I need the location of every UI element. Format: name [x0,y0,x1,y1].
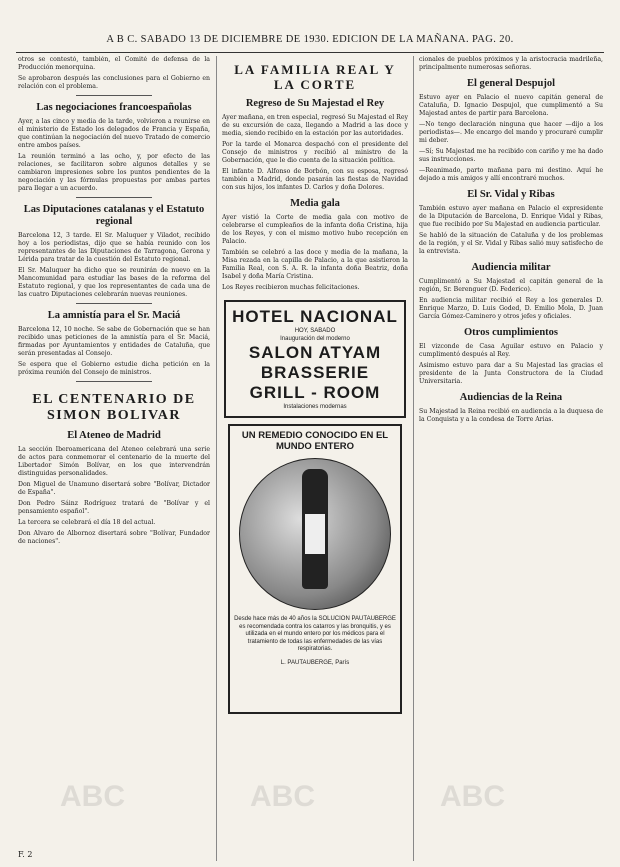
paragraph: Los Reyes recibieron muchas felicitaciones. [222,284,360,291]
paragraph: El vizconde de Casa Aguilar estuvo en Palacio y cumplimentó después al Rey. [419,343,603,358]
paragraph: Por la tarde el Monarca despachó con el presidente del Consejo de ministros y recibió al ministro de la Gobernación, que le dio cuenta de la situación política. [222,141,408,164]
column-center [222,56,408,861]
ad-text: Inauguración del moderno [280,336,350,342]
headline: Las negociaciones francoespañolas [36,102,192,113]
paragraph: La sección Iberoamericana del Ateneo celebrará una serie de actos para conmemorar el centenario de la muerte del Libertador Simón Bolívar, en los que intervendrán distinguidas personalidades. [18,446,210,477]
paragraph: Ayer mañana, en tren especial, regresó Su Majestad el Rey de su excursión de caza, llegando a Madrid a las doce y media, siendo recibido en la estación por las autoridades. [222,114,408,137]
headline: La amnistía para el Sr. Maciá [47,310,181,321]
headline: El Sr. Vidal y Ribas [467,189,555,200]
paragraph: Se espera que el Gobierno estudie dicha petición en la próxima reunión del Consejo de ministros. [18,361,210,376]
watermark: ABC [250,780,315,813]
paragraph: Su Majestad la Reina recibió en audiencia a la duquesa de la Conquista y a la condesa de Torre Arias. [419,408,603,423]
section-separator [76,303,153,304]
paragraph: Estuvo ayer en Palacio el nuevo capitán general de Cataluña, D. Ignacio Despujol, que cumplimentó a Su Majestad antes de partir para Barcelona. [419,94,603,117]
paragraph: En audiencia militar recibió el Rey a los generales D. Enrique Marzo, D. Luis Goded, D. Emilio Mola, D. Juan García Gómez-Caminero y otros jefes y oficiales. [419,297,603,320]
headline: Otros cumplimientos [463,327,558,338]
paragraph: La reunión terminó a las ocho, y, por efecto de las relaciones, se facilitaron sobre algunos detalles y se cambiaron impresiones sobre los puntos pendientes de la negociación y las fórmulas propuestas por ambas partes para llegar a un acuerdo. [18,153,210,192]
paragraph: Cumplimentó a Su Majestad el capitán general de la región, Sr. Berenguer (D. Federico). [419,278,603,293]
paragraph: —Sí; Su Majestad me ha recibido con cariño y me ha dado sus instrucciones. [419,148,603,163]
headline: Las Diputaciones catalanas y el Estatuto regional [23,204,205,227]
paragraph: Don Alvaro de Albornoz disertará sobre "Bolívar, Fundador de naciones". [18,530,210,545]
paragraph: Barcelona 12, 10 noche. Se sabe de Gobernación que se han recibido unas peticiones de la amnistía para el Sr. Maciá, firmadas por Ayuntamientos y entidades de Cataluña, que serán presentadas al Consejo. [18,326,210,357]
paragraph: La tercera se celebrará el día 18 del actual. [18,519,156,526]
paragraph: —Reanimado, parto mañana para mi destino. Aquí he dejado a mis amigos y allí encontraré muchos. [419,167,603,182]
column-divider [216,56,217,861]
paragraph: cionales de pueblos próximos y la aristocracia madrileña, principalmente numerosas señoras. [419,56,603,71]
headline: Audiencias de la Reina [459,392,563,403]
headline: EL CENTENARIO DE SIMON BOLIVAR [32,392,196,423]
section-separator [76,95,153,96]
globe-illustration [239,458,391,610]
ad-footer: L. PAUTAUBERGE, París [280,659,350,666]
remedy-ad [228,424,402,714]
column-left [18,56,210,861]
paragraph: También se celebró a las doce y media de la mañana, la Misa rezada en la capilla de Palacio, a la que asistieron la Familia Real, con S. A. R. la infanta doña Beatriz, doña Isabel y doña María Cristina. [222,249,408,280]
paragraph: El Sr. Maluquer ha dicho que se reunirán de nuevo en la Mancomunidad para estudiar las bases de la reforma del Estatuto regional, y que los representantes de cada una de las cuatro Diputaciones celebrarán nuevas reuniones. [18,267,210,298]
ad-text: HOTEL NACIONAL [232,307,398,326]
ad-text: GRILL - ROOM [249,383,381,402]
ad-body: Desde hace más de 40 años la SOLUCION PAUTAUBERGE es recomendada contra los catarros y las bronquitis, y es utilizada en el mundo entero por los médicos para el tratamiento de todas las enfermedades de las vías respiratorias. [234,616,396,652]
paragraph: Don Pedro Sáinz Rodríguez tratará de "Bolívar y el pensamiento español". [18,500,210,515]
paragraph: Don Miguel de Unamuno disertará sobre "Bolívar, Dictador de España". [18,481,210,496]
page-footer-mark: F. 2 [18,850,33,859]
ad-text: BRASSERIE [260,363,370,382]
ad-text: Instalaciones modernas [283,404,347,410]
hotel-nacional-ad [224,300,406,418]
paragraph: Ayer vistió la Corte de media gala con motivo de celebrarse el cumpleaños de la infanta doña Cristina, hija de los Reyes, y con el mismo motivo hubo recepción en Palacio. [222,214,408,245]
watermark: ABC [440,780,505,813]
headline: El general Despujol [466,78,556,89]
paragraph: Se habló de la situación de Cataluña y de los problemas de la región, y el Sr. Vidal y Ribas salió muy satisfecho de la entrevista. [419,232,603,255]
ad-text: SALON ATYAM [248,343,382,362]
headline: Media gala [290,198,340,209]
headline: Audiencia militar [471,262,551,273]
headline: Regreso de Su Majestad el Rey [245,98,385,109]
watermark: ABC [60,780,125,813]
section-separator [76,381,153,382]
ad-text: HOY, SABADO [294,328,336,334]
paragraph: otros se contestó, también, el Comité de defensa de la Producción menorquina. [18,56,210,71]
bottle-illustration [302,469,328,589]
header-rule [16,52,604,53]
paragraph: —No tengo declaración ninguna que hacer —dijo a los periodistas—. Me encargo del mando y procuraré cumplir mi deber. [419,121,603,144]
section-separator [76,197,153,198]
headline: LA FAMILIA REAL Y LA CORTE [234,62,396,92]
column-right [419,56,603,861]
paragraph: Asimismo estuvo para dar a Su Majestad las gracias el presidente de la Junta Constructora de la Ciudad Universitaria. [419,362,603,385]
paragraph: Barcelona 12, 3 tarde. El Sr. Maluquer y Viladot, recibido hoy a los periodistas, dijo que se había reunido con los representantes de las Diputaciones de Tarragona, Gerona y Lérida para tratar de la cuestión del Estatuto regional. [18,232,210,263]
paragraph: El infante D. Alfonso de Borbón, con su esposa, regresó también a Madrid, donde pasarán las fiestas de Navidad con sus hijos, los infantes D. Carlos y doña Dolores. [222,168,408,191]
ad-headline: UN REMEDIO CONOCIDO EN EL MUNDO ENTERO [241,430,389,452]
paragraph: Ayer, a las cinco y media de la tarde, volvieron a reunirse en el ministerio de Estado los delegados de Francia y España, que continúan la negociación del nuevo Tratado de comercio entre ambos países. [18,118,210,149]
paragraph: También estuvo ayer mañana en Palacio el expresidente de la Diputación de Barcelona, D. Enrique Vidal y Ribas, que fue recibido por Su Majestad en audiencia particular. [419,205,603,228]
bottle-label [305,514,325,554]
column-divider [413,56,414,861]
headline: El Ateneo de Madrid [67,430,161,441]
paragraph: Se aprobaron después las conclusiones para el Gobierno en relación con el problema. [18,75,210,90]
page-header: A B C. SABADO 13 DE DICIEMBRE DE 1930. EDICION DE LA MAÑANA. PAG. 20. [106,34,514,45]
